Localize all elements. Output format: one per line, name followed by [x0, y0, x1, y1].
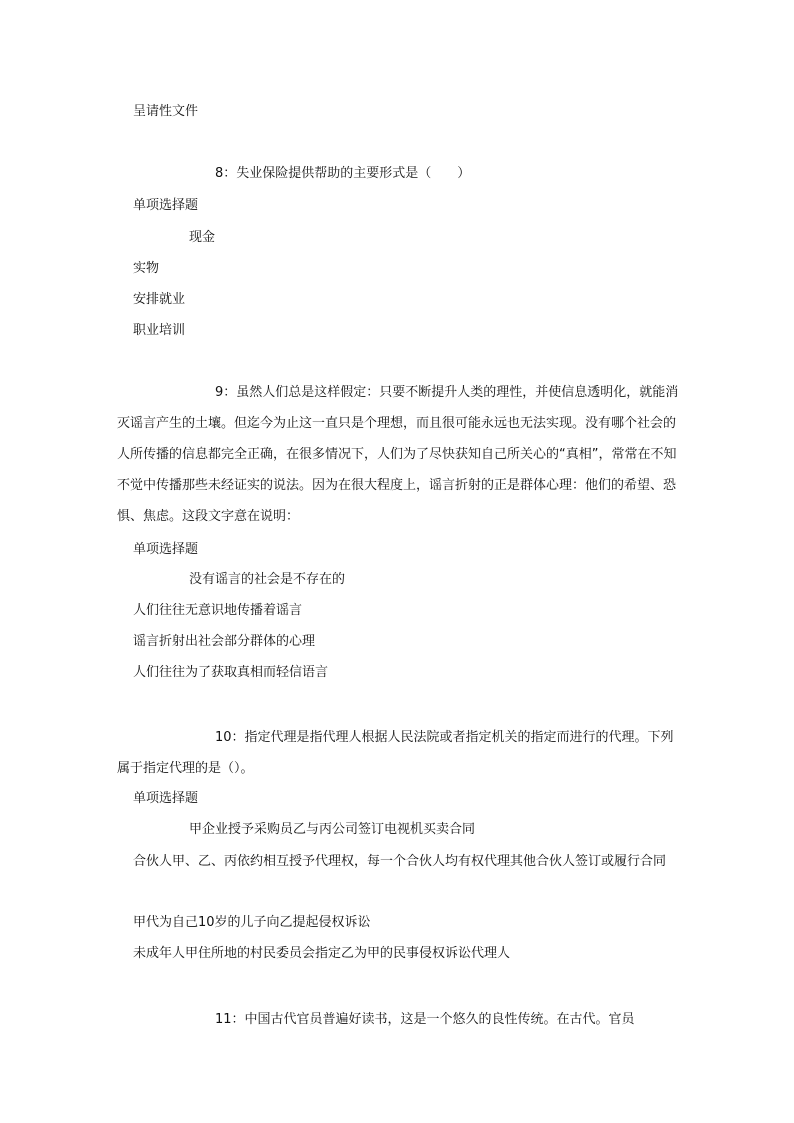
- question-type: 单项选择题: [133, 542, 199, 557]
- question-stem-text: 10：指定代理是指代理人根据人民法院或者指定机关的指定而进行的代理。下列属于指定代理的是（）。: [117, 730, 674, 776]
- question-type: 单项选择题: [133, 198, 199, 213]
- question-stem: 11：中国古代官员普遍好读书，这是一个悠久的良性传统。在古代。官员: [215, 1012, 635, 1027]
- carryover-text: 呈请性文件: [133, 104, 199, 119]
- option-b: 实物: [133, 261, 160, 276]
- option-c: 安排就业: [133, 292, 186, 307]
- option-d: 职业培训: [133, 323, 186, 338]
- option-c: 甲代为自己10岁的儿子向乙提起侵权诉讼: [133, 915, 371, 930]
- option-b-text: 合伙人甲、乙、丙依约相互授予代理权，每一个合伙人均有权代理其他合伙人签订或履行合同: [133, 854, 667, 869]
- question-type: 单项选择题: [133, 791, 199, 806]
- option-b: 人们往往无意识地传播着谣言: [133, 603, 303, 618]
- question-stem: [117, 377, 682, 532]
- option-a: 现金: [189, 230, 216, 245]
- question-stem: 8：失业保险提供帮助的主要形式是（ ）: [215, 166, 471, 181]
- option-b: [117, 846, 687, 877]
- option-d: 人们往往为了获取真相而轻信语言: [133, 665, 329, 680]
- question-stem-text: 9：虽然人们总是这样假定：只要不断提升人类的理性，并使信息透明化，就能消灭谣言产生的土壤。但迄今为止这一直只是个理想，而且很可能永远也无法实现。没有哪个社会的人所传播的信息都完全正确，在很多情况下，人们为了尽快获知自己所关心的“真相”，常常在不知不觉中传播那些未经证实的说法。因为在很大程度上，谣言折射的正是群体心理：他们的希望、恐惧、焦虑。这段文字意在说明：: [117, 385, 679, 524]
- option-d: 未成年人甲住所地的村民委员会指定乙为甲的民事侵权诉讼代理人: [133, 946, 511, 961]
- option-a: 甲企业授予采购员乙与丙公司签订电视机买卖合同: [189, 822, 476, 837]
- option-c: 谣言折射出社会部分群体的心理: [133, 634, 316, 649]
- question-stem: [117, 722, 682, 784]
- option-a: 没有谣言的社会是不存在的: [189, 572, 346, 587]
